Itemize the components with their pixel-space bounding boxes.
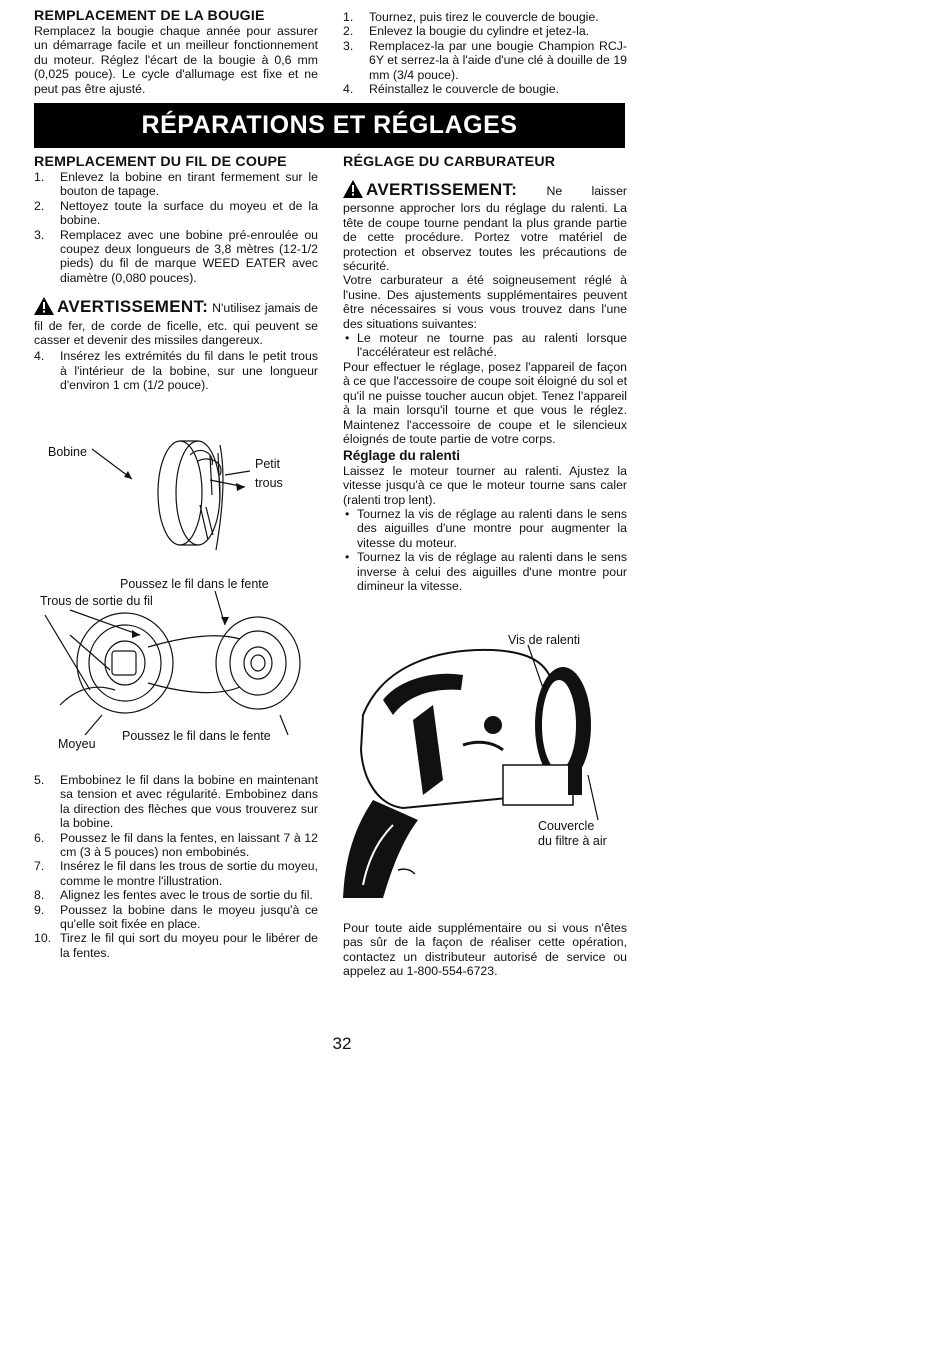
list-item: 4. Réinstallez le couvercle de bougie.	[343, 82, 560, 97]
exit-holes-label: Trous de sortie du fil	[40, 594, 153, 608]
idle-heading: Réglage du ralenti	[343, 448, 461, 464]
list-item: 9. Poussez la bobine dans le moyeu jusqu'à ce qu'elle soit fixée en place.	[34, 902, 318, 932]
help-text: Pour toute aide supplémentaire ou si vous n'êtes pas sûr de la façon de réaliser cette opération, contactez un distributeur autorisé de service ou appelez au 1-800-554-6723.	[343, 921, 627, 979]
line-replacement-heading: REMPLACEMENT DU FIL DE COUPE	[34, 154, 287, 170]
section-banner: RÉPARATIONS ET RÉGLAGES	[34, 103, 625, 148]
line-replacement-steps-b	[34, 773, 318, 960]
spark-plug-heading: REMPLACEMENT DE LA BOUGIE	[34, 8, 265, 24]
engine-illustration	[343, 630, 628, 900]
spark-plug-steps	[343, 10, 627, 96]
warning-text: N'utilisez jamais de fil de fer, de corde de ficelle, etc. qui peuvent se casser et devenir des missiles dangereux.	[34, 301, 318, 348]
warning-text: Ne laisser personne approcher lors du réglage du ralenti. La tête de coupe tourne pendant la plus grande partie de cette procédure. Portez votre matériel de protection et observez toutes les précautions de sécurité.	[343, 184, 628, 274]
bobine-label: Bobine	[48, 445, 87, 459]
list-item: 3. Remplacez-la par une bougie Champion RCJ-6Y et serrez-la à l'aide d'une clé à douille de 19 mm (3/4 pouce).	[343, 38, 627, 82]
page-number: 32	[332, 1034, 352, 1053]
carburetor-heading: RÉGLAGE DU CARBURATEUR	[343, 154, 556, 170]
list-item: 3. Remplacez avec une bobine pré-enroulée ou coupez deux longueurs de 3,8 mètres (12-1/2 pieds) du fil de marque WEED EATER avec diamètre (0,080 pouces).	[34, 227, 318, 285]
list-item: 5. Embobinez le fil dans la bobine en maintenant sa tension et avec régularité. Embobinez dans la direction des flèches que vous trouverez sur la bobine.	[34, 773, 318, 831]
list-item: 7. Insérez le fil dans les trous de sortie du moyeu, comme le montre l'illustration.	[34, 859, 318, 888]
warning-title: AVERTISSEMENT:	[366, 180, 518, 199]
warning-icon	[343, 180, 363, 201]
list-item: 2. Nettoyez toute la surface du moyeu et de la bobine.	[34, 198, 318, 228]
list-item: • Tournez la vis de réglage au ralenti dans le sens inverse à celui des aiguilles d'une montre pour dimineur la vitesse.	[343, 550, 627, 593]
warning-icon	[34, 297, 54, 318]
list-item: 10. Tirez le fil qui sort du moyeu pour le libérer de la fentes.	[34, 931, 318, 960]
list-item: 4. Insérez les extrémités du fil dans le petit trous à l'intérieur de la bobine, sur une longueur d'environ 1 cm (1/2 pouce).	[34, 349, 318, 393]
spark-plug-section	[34, 8, 318, 96]
moyeu-label: Moyeu	[58, 737, 96, 751]
air-filter-label-2: du filtre à air	[538, 834, 607, 848]
push-line-label-top: Poussez le fil dans le fente	[120, 577, 269, 591]
list-item: • Tournez la vis de réglage au ralenti dans le sens des aiguilles d'une montre pour augmenter la vitesse du moteur.	[343, 507, 627, 550]
spark-plug-text: Remplacez la bougie chaque année pour assurer un démarrage facile et un meilleur fonctionnement du moteur. Réglez l'écart de la bougie à 0,6 mm (0,025 pouce). Le cycle d'allumage est fixe et ne peut pas être ajusté.	[34, 24, 318, 96]
engine-figure	[343, 630, 628, 900]
carb-para1: Votre carburateur a été soigneusement réglé à l'usine. Des ajustements supplémentaires peuvent être nécessaires si vous vous trouvez dans l'une des situations suivantes:	[343, 273, 627, 331]
idle-text: Laissez le moteur tourner au ralenti. Ajustez la vitesse jusqu'à ce que le moteur tourne sans caler (ralenti trop lent).	[343, 463, 627, 507]
line-replacement-section	[34, 154, 318, 393]
warning-title: AVERTISSEMENT:	[57, 297, 209, 317]
petit-label: Petit	[255, 457, 281, 471]
carb-warning	[343, 180, 627, 273]
list-item: 1. Tournez, puis tirez le couvercle de bougie.	[343, 10, 599, 24]
push-line-label-bottom: Poussez le fil dans le fente	[122, 729, 271, 743]
help-section	[343, 921, 627, 979]
hub-figure	[40, 575, 325, 755]
list-item: 6. Poussez le fil dans la fentes, en laissant 7 à 12 cm (3 à 5 pouces) non embobinés.	[34, 830, 318, 860]
line-warning	[34, 297, 318, 347]
carburetor-section	[343, 154, 627, 593]
list-item: 1. Enlevez la bobine en tirant fermement sur le bouton de tapage.	[34, 170, 318, 199]
list-item: 8. Alignez les fentes avec le trous de sortie du fil.	[34, 888, 313, 903]
trous-label: trous	[255, 476, 283, 490]
spool-figure	[40, 435, 320, 560]
list-item: 2. Enlevez la bougie du cylindre et jetez-la.	[343, 24, 590, 39]
list-item: • Le moteur ne tourne pas au ralenti lorsque l'accélérateur est relâché.	[343, 331, 627, 360]
air-filter-label-1: Couvercle	[538, 819, 595, 833]
carb-para2: Pour effectuer le réglage, posez l'appareil de façon à ce que l'accessoire de coupe soit éloigné du sol et qu'il ne puisse toucher aucun objet. Tenez l'appareil à la main lorsqu'il tourne et que vous le réglez. Maintenez l'accessoire de coupe et le silencieux éloignés de toute partie de votre corps.	[343, 359, 627, 446]
idle-screw-label: Vis de ralenti	[508, 633, 581, 647]
